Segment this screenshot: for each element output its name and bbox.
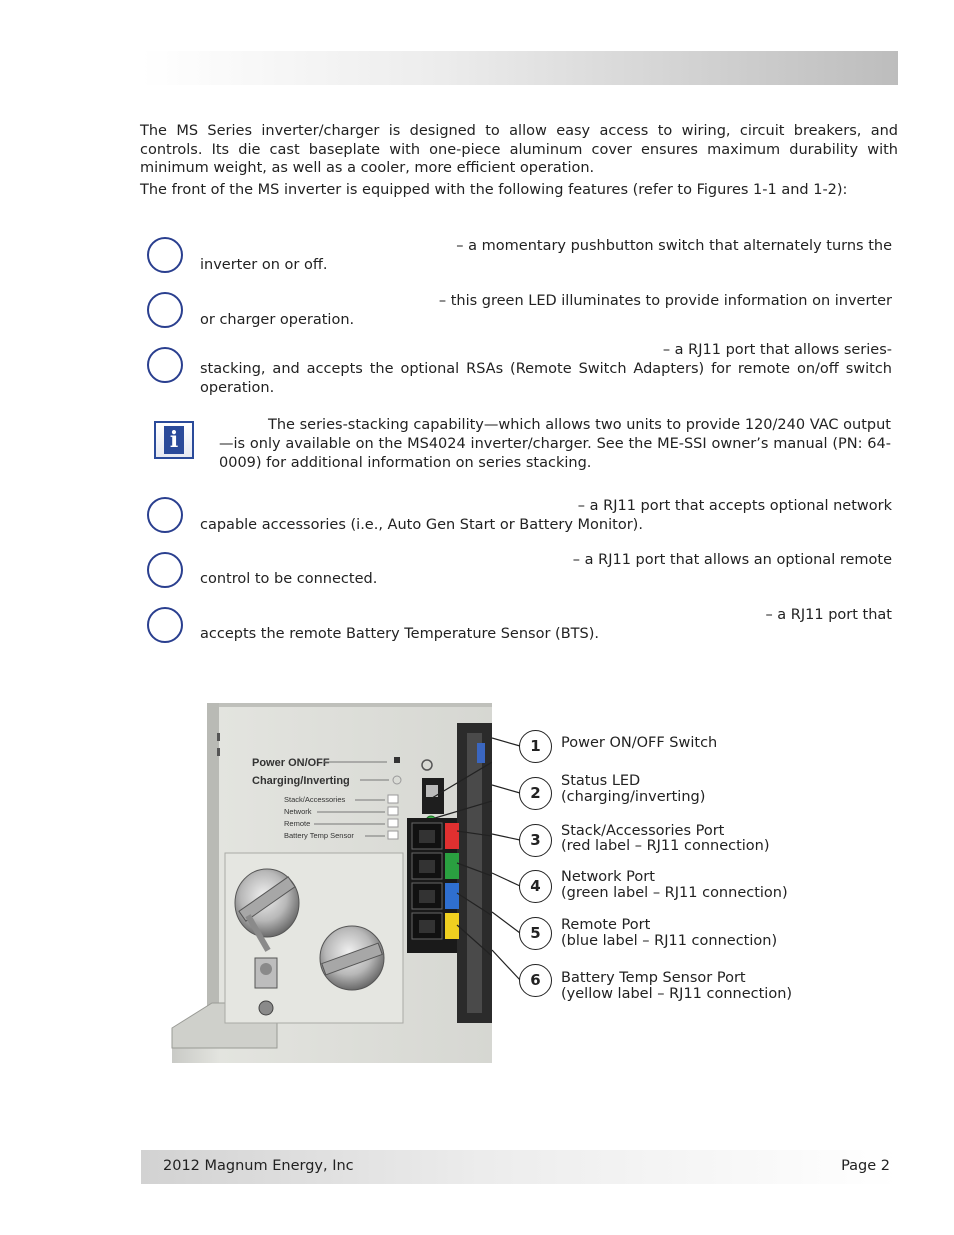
intro-paragraph-2: The front of the MS inverter is equipped with the following features (refer to Figures 1-1 and 1-2): <box>140 182 848 198</box>
feature-text-6: – a RJ11 port that accepts the remote Battery Temperature Sensor (BTS). <box>200 607 892 642</box>
photo-label-bts: Battery Temp Sensor <box>284 831 354 840</box>
feature-text-4: – a RJ11 port that accepts optional network capable accessories (i.e., Auto Gen Start or Battery Monitor). <box>200 498 892 533</box>
feature-circle-4 <box>147 497 183 533</box>
info-icon: i <box>154 421 194 459</box>
feature-circle-1 <box>147 237 183 273</box>
feature-text-1: – a momentary pushbutton switch that alternately turns the inverter on or off. <box>200 238 892 273</box>
intro-paragraph-1: The MS Series inverter/charger is designed to allow easy access to wiring, circuit breakers, and controls. Its die cast baseplate with one-piece aluminum cover ensures maximum durability with minimum weight, as well as a cooler, more efficient operation. <box>140 123 898 176</box>
footer-copyright: 2012 Magnum Energy, Inc <box>163 1158 354 1174</box>
inverter-photo <box>167 703 492 1063</box>
photo-label-remote: Remote <box>284 819 311 828</box>
photo-label-network: Network <box>284 807 312 816</box>
photo-label-stack: Stack/Accessories <box>284 795 346 804</box>
feature-text-5: – a RJ11 port that allows an optional remote control to be connected. <box>200 552 892 587</box>
photo-label-charging: Charging/Inverting <box>252 775 350 787</box>
feature-circle-6 <box>147 607 183 643</box>
page-number: Page 2 <box>841 1158 890 1174</box>
photo-label-power: Power ON/OFF <box>252 757 330 769</box>
feature-circle-5 <box>147 552 183 588</box>
feature-circle-3 <box>147 347 183 383</box>
feature-text-2: – this green LED illuminates to provide information on inverter or charger operation. <box>200 293 892 328</box>
note-text: The series-stacking capability—which allows two units to provide 120/240 VAC output—is only available on the MS4024 inverter/charger. See the ME-SSI owner’s manual (PN: 64-0009) for additional information on series stacking. <box>219 417 891 471</box>
feature-circle-2 <box>147 292 183 328</box>
header-bar <box>141 51 898 85</box>
callout-leaders <box>492 703 522 1003</box>
feature-text-3: – a RJ11 port that allows series- stacking, and accepts the optional RSAs (Remote Switch Adapters) for remote on/off switch operation. <box>200 342 892 396</box>
